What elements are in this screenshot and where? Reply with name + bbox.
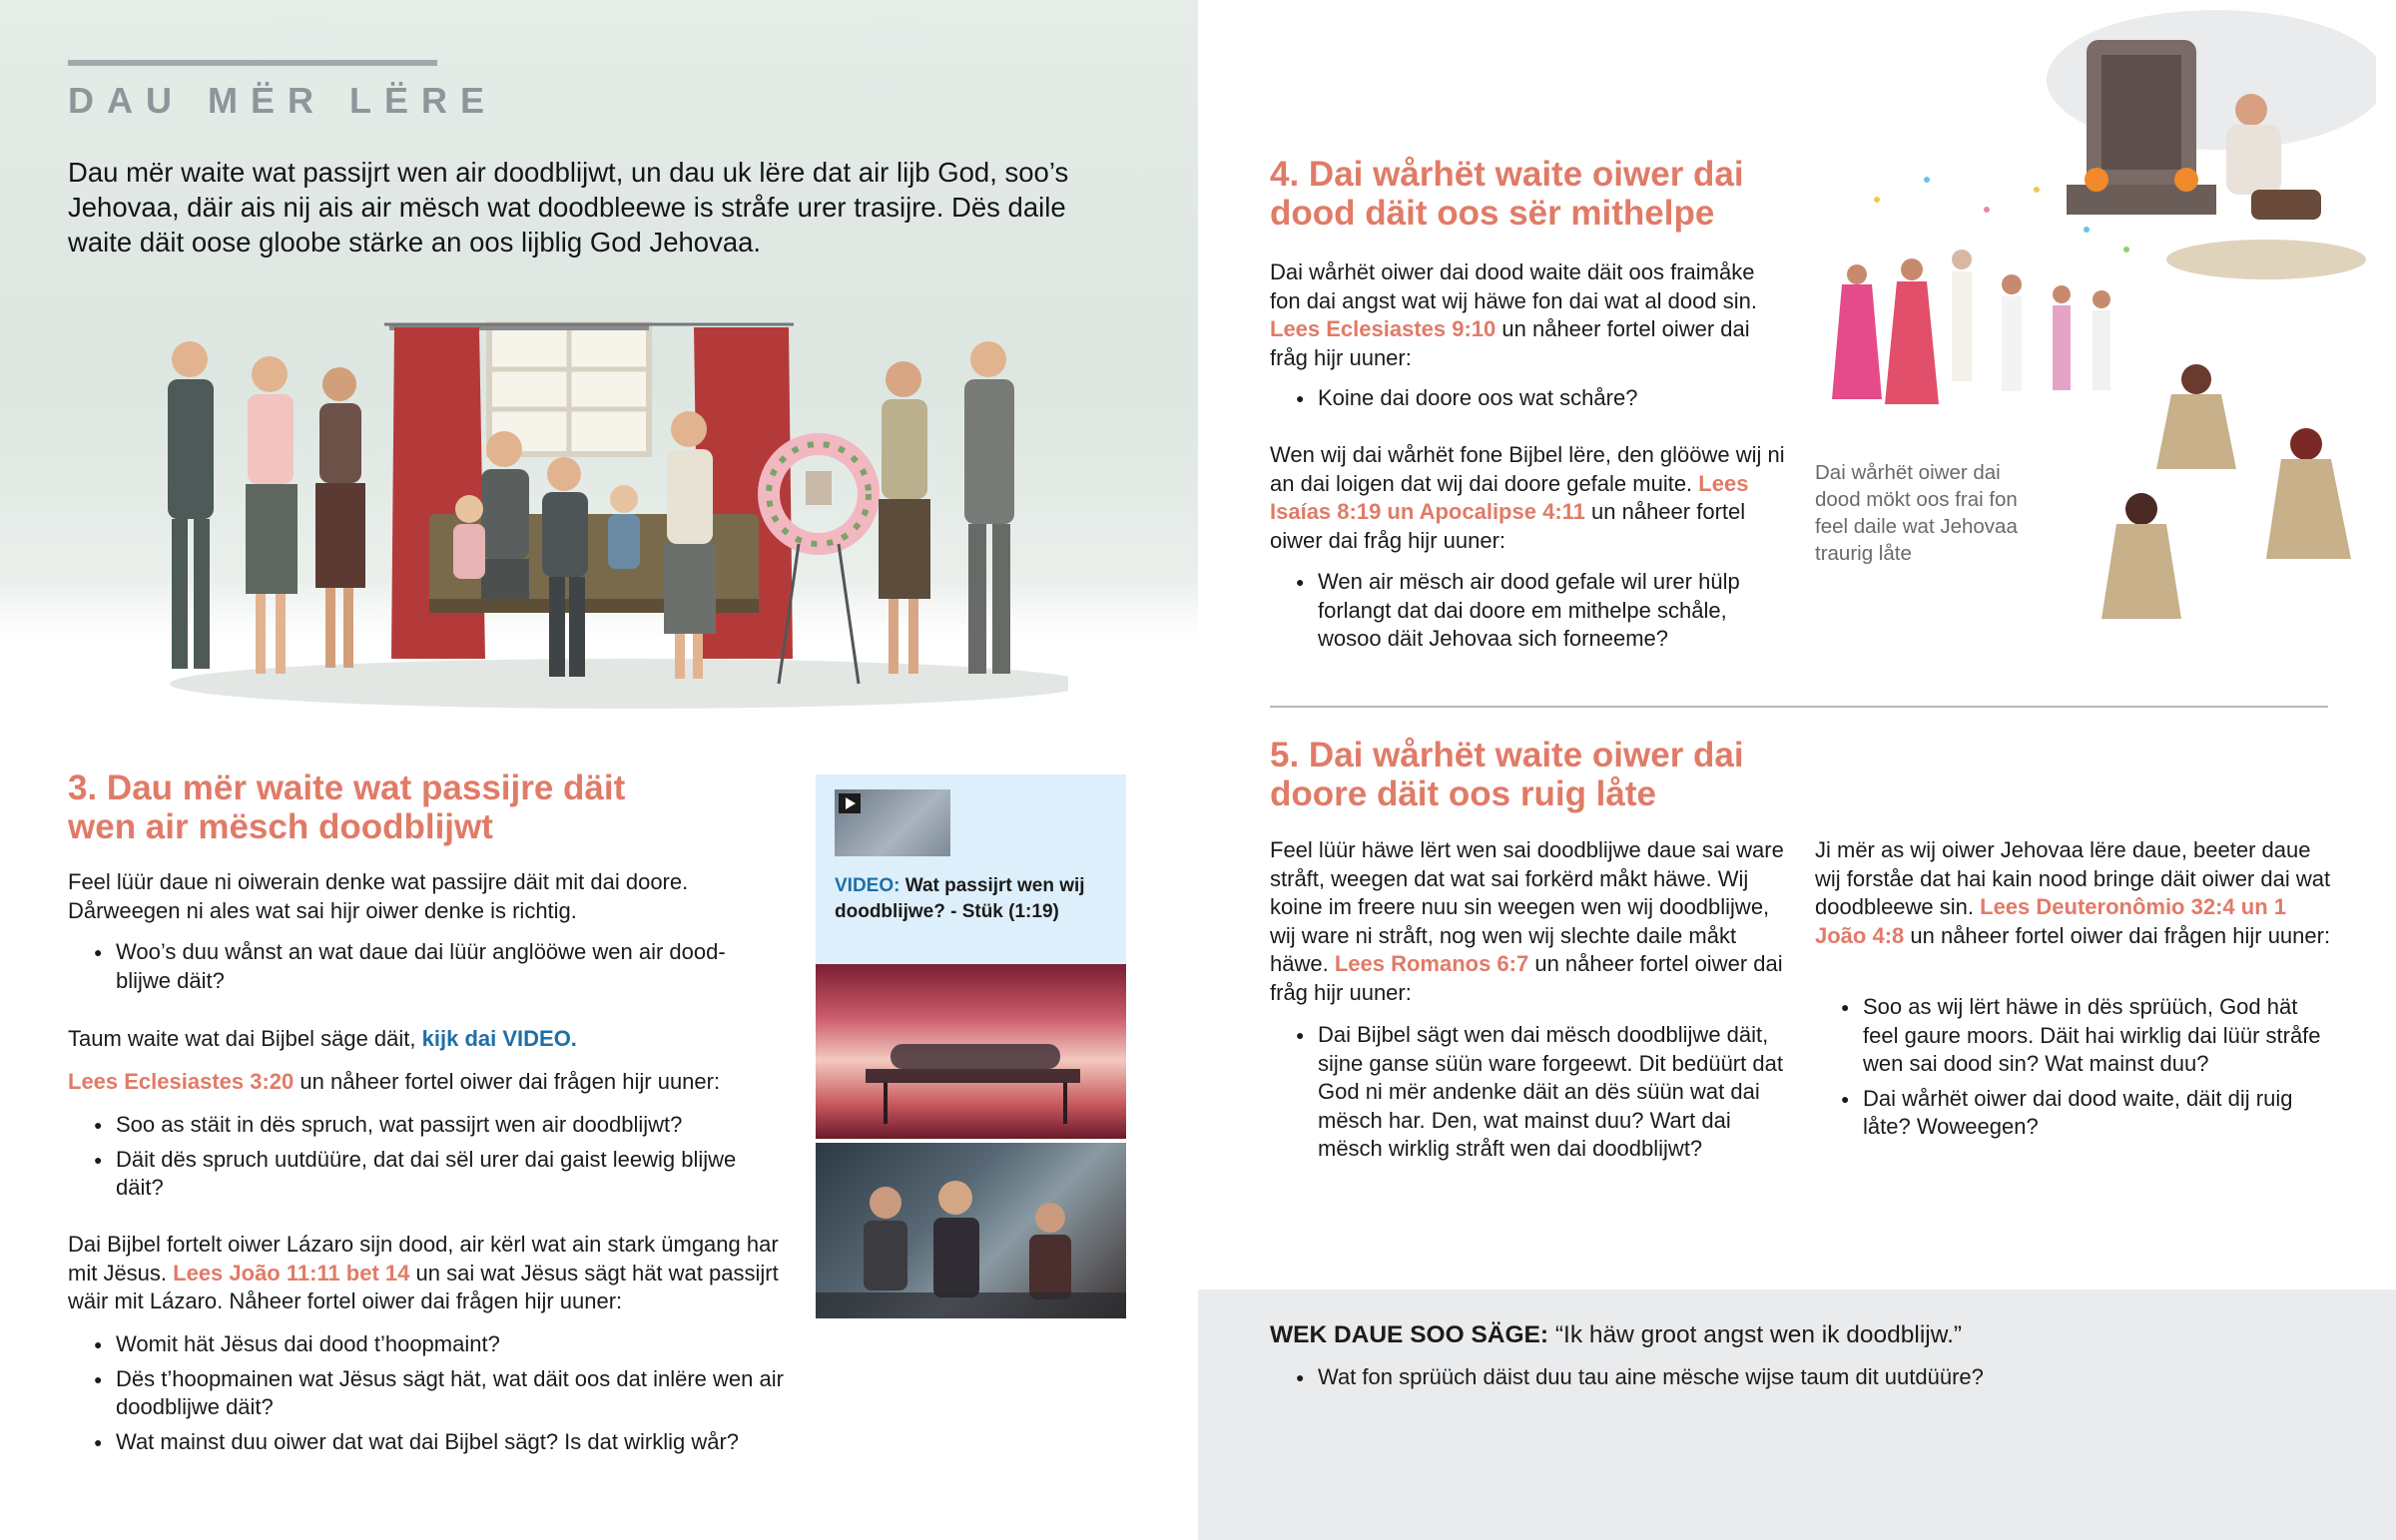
hospital-bed-shape [816,964,1126,1139]
section-5-column-a-text: Feel lüür häwe lërt wen sai doodblijwe daue sai ware stråft, weegen dat wat sai forkërd måkt häwe. Wij koine im freere nuu sin weegen wen wij doodblijwe, wij ware ni stråft, nog wen wij slechte daile måkt häwe. [1270,837,1784,976]
section-3-list-2 [68,1111,787,1209]
play-icon[interactable] [839,793,861,813]
section-3-paragraph-2 [68,1025,787,1054]
video-thumbnail[interactable] [835,789,950,856]
section-4-image-caption: Dai wårhët oiwer dai dood mökt oos frai fon feel daile wat Jehovaa traurig låte [1815,461,2018,565]
intro-text: Dau mër waite wat passijrt wen air doodblijwt, un dau uk lëre dat air lijb God, soo’s Jehovaa, däir ais nij ais air mësch wat doodbleewe is stråfe urer trasijre. Dës daile waite däit oose gloobe stärke an oos lijblig God Jehovaa. [68,157,1069,257]
sayings-label: WEK DAUE SOO SÄGE: [1270,1321,1549,1348]
section-5-column-b-paragraph [1815,836,2334,950]
scripture-reference[interactable]: Lees Isaías 8:19 un Apocalipse 4:11 [1270,470,1749,524]
video-label-text: Wat passijrt wen wij doodblijwe? - Stük (1:19) [835,875,1085,922]
section-5-column-b-text: Ji mër as wij oiwer Jehovaa lëre daue, beeter daue wij forståe dat hai kain nood bringe däit oiwer dai wat doodbleewe sin. [1815,837,2331,919]
section-5-title [1270,736,1829,813]
mourning-family-photo [816,1143,1126,1318]
list-item: ● Koine dai doore oos wat schåre? [1270,384,1789,413]
list-item: ● Soo as stäit in dës spruch, wat passijrt wen air doodblijwt? [68,1111,787,1140]
sayings-quote: “Ik häw groot angst wen ik doodblijw.” [1548,1321,1963,1348]
section-5-title-line1: 5. Dai wårhët waite oiwer dai [1270,736,1744,774]
list-item: ● Wat mainst duu oiwer dat wat dai Bijbel sägt? Is dat wirklig wår? [68,1428,787,1457]
section-3-list-3 [68,1330,787,1462]
section-4-title-line2: dood däit oos sër mithelpe [1270,194,1715,233]
video-label[interactable] [835,873,1114,925]
section-4-paragraph-2 [1270,441,1789,555]
section-3-paragraph-1: Feel lüür daue ni oiwerain denke wat passijre däit mit dai doore. Dårweegen ni ales wat sai hijr oiwer denke is richtig. [68,869,689,923]
video-label-prefix: VIDEO: [835,875,900,896]
intro-title: DAU MËR LËRE [68,80,498,121]
section-3-paragraph-4-text-b: un sai wat Jësus sägt hät wat passijrt wäir mit Lázaro. Nåheer fortel oiwer dai frågen hijr uuner: [68,1260,779,1313]
section-3-title-line1: 3. Dau mër waite wat passijre däit [68,769,626,807]
sayings-list [1270,1363,2348,1398]
intro-rule [68,60,437,66]
section-3-paragraph-4-text-a: Dai Bijbel fortelt oiwer Lázaro sijn dood, air kërl wat ain stark ümgang har mit Jësus. [68,1232,779,1285]
scripture-reference[interactable]: Lees Romanos 6:7 [1334,951,1529,976]
hospital-bed-photo [816,964,1126,1139]
section-4-paragraph-1-rest: un nåheer fortel oiwer dai fråg hijr uuner: [1270,316,1750,370]
watch-video-link[interactable]: kijk dai VIDEO. [421,1026,577,1051]
section-4-paragraph-2-text: Wen wij dai wårhët fone Bijbel lëre, den glööwe wij ni an dai loigen dat wij dai doore gefale muite. [1270,442,1785,496]
sayings-line [1270,1319,2348,1351]
section-4-paragraph-2-rest: un nåheer fortel oiwer dai fråg hijr uuner: [1270,499,1746,553]
section-3-paragraph-3 [68,1068,787,1097]
section-5-title-line2: doore däit oos ruig låte [1270,774,1656,813]
section-5-column-a-list [1270,1021,1789,1170]
section-3-list-1 [68,938,767,1001]
list-item: ● Dai wårhët oiwer dai dood waite, däit dij ruig låte? Woweegen? [1815,1085,2334,1142]
scripture-reference[interactable]: Lees Eclesiastes 3:20 [68,1069,295,1094]
section-4-title [1270,155,1829,233]
section-4-paragraph-1-text: Dai wårhët oiwer dai dood waite däit oos fraimåke fon dai angst wat wij häwe fon dai wat al dood sin. [1270,259,1757,313]
section-4-list-2 [1270,568,1789,660]
scripture-reference[interactable]: Lees Deuteronômio 32:4 un 1 João 4:8 [1815,894,2286,948]
list-item: ● Wat fon sprüüch däist duu tau aine mësche wijse taum dit uutdüüre? [1270,1363,2348,1392]
list-item: ● Däit dës spruch uutdüüre, dat dai sël urer dai gaist leewig blijwe däit? [68,1146,787,1203]
section-4-title-line1: 4. Dai wårhët waite oiwer dai [1270,155,1744,194]
section-divider [1270,706,2328,708]
list-item: ● Woo’s duu wånst an wat daue dai lüür anglööwe wen air dood-blijwe däit? [68,938,767,995]
section-4-list-1 [1270,384,1789,419]
section-3-video-prompt: Taum waite wat dai Bijbel säge däit, [68,1026,422,1051]
section-5-column-a-paragraph [1270,836,1789,1007]
list-item: ● Womit hät Jësus dai dood t’hoopmaint? [68,1330,787,1359]
section-4-paragraph-1 [1270,258,1789,372]
list-item: ● Dës t’hoopmainen wat Jësus sägt hät, wat däit oos dat inlëre wen air doodblijwe däit? [68,1365,787,1422]
section-5-column-b-list [1815,993,2334,1148]
scripture-reference[interactable]: Lees João 11:11 bet 14 [173,1260,410,1285]
section-5-column-b-rest: un nåheer fortel oiwer dai frågen hijr uuner: [1904,922,2331,948]
section-3-paragraph-3-text: un nåheer fortel oiwer dai frågen hijr uuner: [294,1069,721,1094]
section-3-title-line2: wen air mësch doodblijwt [68,807,493,846]
section-3-paragraph-4 [68,1231,787,1316]
funeral-illustration [110,299,1068,709]
list-item: ● Wen air mësch air dood gefale wil urer hülp forlangt dat dai doore em mithelpe schåle, wosoo däit Jehovaa sich forneeme? [1270,568,1789,654]
section-3-title [68,769,787,846]
scripture-reference[interactable]: Lees Eclesiastes 9:10 [1270,316,1497,341]
list-item: ● Soo as wij lërt häwe in dës sprüüch, God hät feel gaure moors. Däit hai wirklig dai lüür stråfe wen sai dood sin? Wat mainst duu? [1815,993,2334,1079]
list-item: ● Dai Bijbel sägt wen dai mësch doodblijwe däit, sijne ganse süün ware forgeewt. Dit bedüürt dat God ni mër andenke däit an dës süün wat dai mësch har. Den, wat mainst duu? Wart dai mësch wirklig stråft wen dai doodblijwt? [1270,1021,1789,1164]
mourning-family-shapes [816,1143,1126,1318]
section-5-column-a-rest: un nåheer fortel oiwer dai fråg hijr uuner: [1270,951,1783,1005]
ancestor-worship-illustration [1797,0,2376,689]
